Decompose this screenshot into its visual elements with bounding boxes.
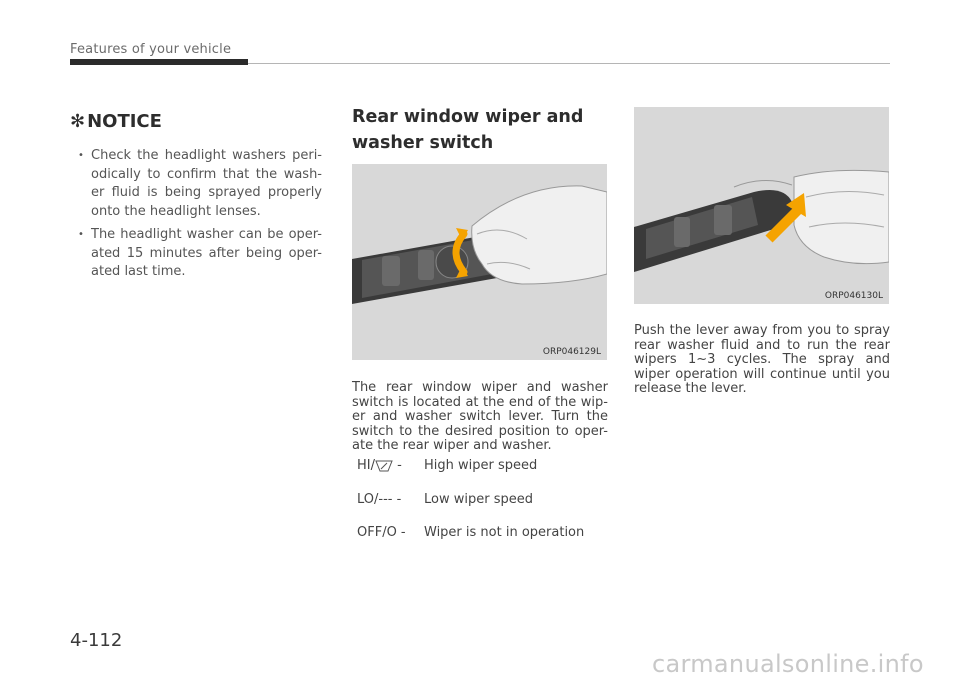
- section-title: Rear window wiper and washer switch: [352, 107, 584, 153]
- header-title: Features of your vehicle: [70, 42, 232, 57]
- notice-bullet: • The headlight washer can be oper-ated 15 minutes after being oper-ated last time.: [70, 226, 322, 282]
- notice-title: [70, 111, 162, 132]
- wiper-lever-push-illustration: [634, 107, 889, 304]
- hi-wiper-icon: [375, 459, 393, 473]
- setting-key-lo: LO/--- -: [357, 492, 402, 507]
- figure-rear-washer-push: [634, 107, 889, 304]
- notice-title-text: NOTICE: [87, 111, 162, 132]
- setting-key-off: OFF/O -: [357, 525, 406, 540]
- page-number: 4-112: [70, 630, 123, 651]
- figure-caption: ORP046130L: [824, 291, 883, 301]
- asterisk-icon: ✻: [70, 111, 86, 132]
- setting-desc-hi: High wiper speed: [424, 458, 538, 473]
- figure-caption: ORP046129L: [542, 347, 601, 357]
- header-rule-thick: [70, 59, 248, 65]
- notice-bullets: [70, 147, 322, 287]
- figure-rear-wiper-turn: [352, 164, 607, 360]
- setting-key-hi: HI/ -: [357, 458, 402, 473]
- wiper-lever-turn-illustration: [352, 164, 607, 360]
- watermark: carmanualsonline.info: [652, 650, 924, 678]
- setting-desc-lo: Low wiper speed: [424, 492, 533, 507]
- header-rule-thin: [248, 63, 890, 64]
- paragraph-push-lever: Push the lever away from you to spray rear washer fluid and to run the rear wipers 1~3 cycles. The spray and wiper operation will continue until you release the lever.: [634, 323, 890, 396]
- paragraph-rear-wiper-location: The rear window wiper and washer switch is located at the end of the wip-er and washer switch lever. Turn the switch to the desired position to oper-ate the rear wiper and washer.: [352, 380, 608, 453]
- notice-bullet: • Check the headlight washers peri-odically to confirm that the wash-er fluid is being sprayed properly onto the headlight lenses.: [70, 147, 322, 221]
- setting-desc-off: Wiper is not in operation: [424, 525, 585, 540]
